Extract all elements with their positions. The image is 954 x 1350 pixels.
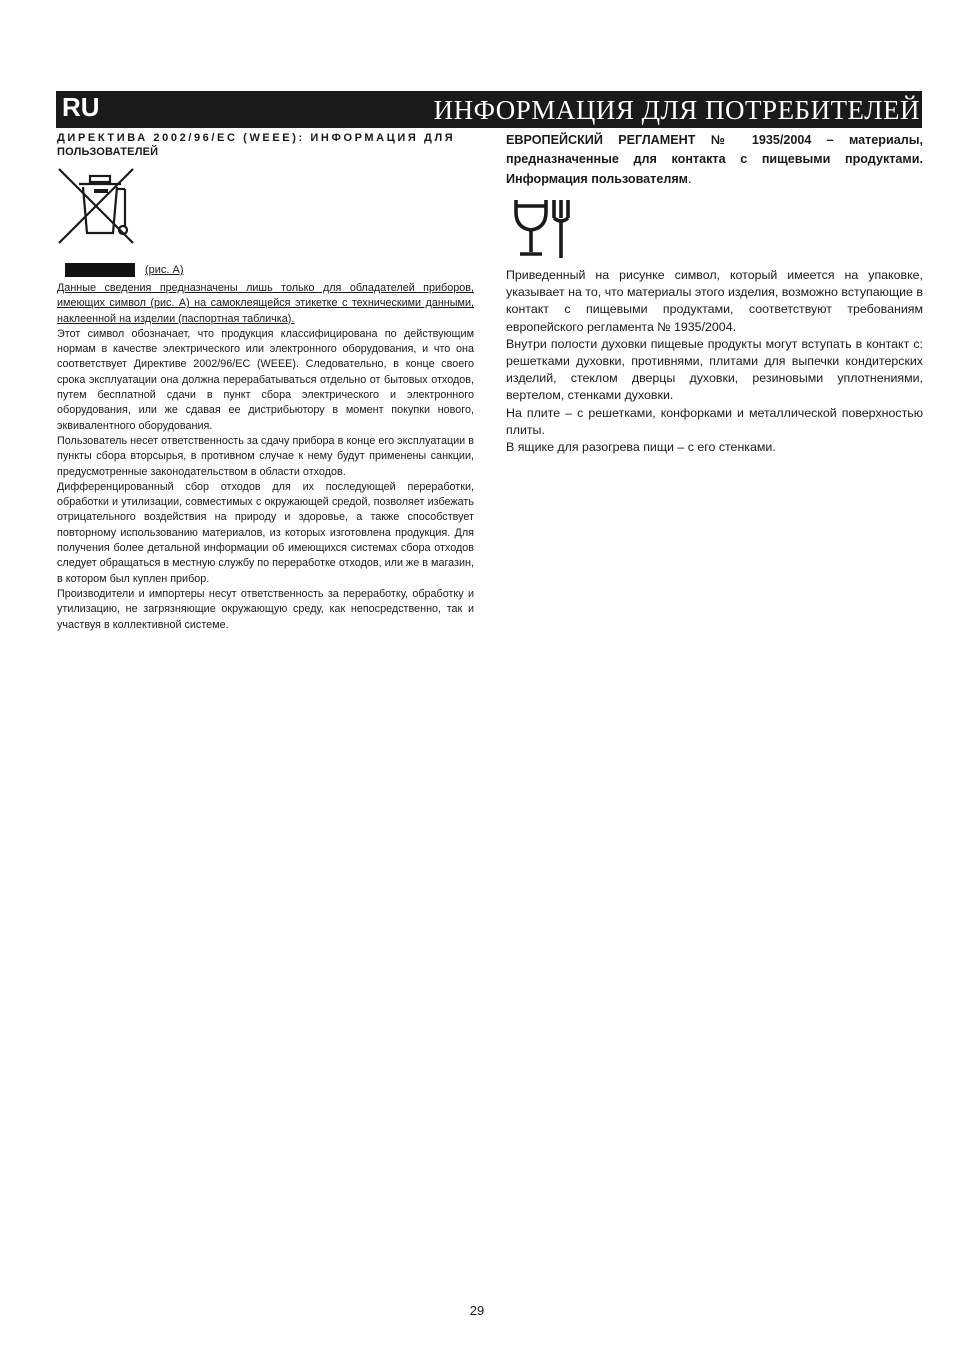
glass-and-fork-icon bbox=[512, 198, 572, 260]
figure-a-row bbox=[57, 261, 474, 277]
food-contact-paragraph-2: Внутри полости духовки пищевые продукты могут вступать в контакт с: решетками духовки, противнями, плитами для выпечки кондитерских изделий, стеклом дверцы духовки, резиновыми уплотнениями, вертелом, стенками духовки. bbox=[506, 336, 923, 403]
food-contact-heading-text: ЕВРОПЕЙСКИЙ РЕГЛАМЕНТ № 1935/2004 – материалы, предназначенные для контакта с пищевыми продуктами. Информация пользователям bbox=[506, 133, 923, 186]
page-title: ИНФОРМАЦИЯ ДЛЯ ПОТРЕБИТЕЛЕЙ bbox=[433, 95, 920, 125]
food-contact-paragraph-4: В ящике для разогрева пищи – с его стенками. bbox=[506, 439, 776, 454]
food-contact-heading-end: . bbox=[688, 171, 692, 186]
weee-paragraph-1: Этот символ обозначает, что продукция классифицирована по действующим нормам в качестве электрического или электронного оборудования, и что она соответствует Директиве 2002/96/ЕС (WEEE). Следовательно, в конце своего срока эксплуатации она должна перерабатываться отдельно от бытовых отходов, путем бесплатной сдачи в пункт сбора электрического и электронного оборудования, или же сдавая ее дистрибьютору в момент покупки нового, эквивалентного оборудования. bbox=[57, 327, 474, 432]
weee-heading-line2: ПОЛЬЗОВАТЕЛЕЙ bbox=[57, 146, 159, 158]
left-column bbox=[57, 131, 474, 633]
page-header-bar bbox=[56, 91, 922, 128]
weee-paragraph-3: Дифференцированный сбор отходов для их последующей переработки, обработки и утилизации, совместимых с окружающей средой, позволяет избежать отрицательного воздействия на природу и здоровье, а также способствует повторному использованию материалов, из которых изготовлена продукция. Для получения более детальной информации об имеющихся системах сбора отходов следует обращаться в местную службу по переработке отходов, или же в магазин, в котором был куплен прибор. bbox=[57, 480, 474, 585]
food-contact-paragraph-3: На плите – с решетками, конфорками и металлической поверхностью плиты. bbox=[506, 405, 923, 437]
weee-paragraph-2: Пользователь несет ответственность за сдачу прибора в конце его эксплуатации в пункты сбора вторсырья, в противном случае к нему будут применены санкции, предусмотренные законодательством в области отходов. bbox=[57, 434, 474, 478]
crossed-out-wheelie-bin-icon bbox=[57, 167, 137, 247]
food-contact-paragraph-1: Приведенный на рисунке символ, который имеется на упаковке, указывает на то, что материалы этого изделия, возможно вступающие в контакт с пищевыми продуктами, соответствуют требованиям европейского регламента № 1935/2004. bbox=[506, 267, 923, 334]
language-code: RU bbox=[62, 92, 100, 122]
weee-paragraph-4: Производители и импортеры несут ответственность за переработку, обработку и утилизацию, не загрязняющие окружающую среду, как непосредственно, так и участвуя в коллективной системе. bbox=[57, 587, 474, 631]
notice-paragraph: Данные сведения предназначены лишь только для обладателей приборов, имеющих символ (рис. А) на самоклеящейся этикетке с техническими данными, наклеенной на изделии (паспортная табличка). bbox=[57, 282, 474, 325]
page-number: 29 bbox=[469, 1303, 485, 1318]
weee-heading-line1: ДИРЕКТИВА 2002/96/ЕС (WEEE): ИНФОРМАЦИЯ ДЛЯ bbox=[57, 132, 456, 144]
right-column bbox=[506, 131, 923, 456]
black-bar-marker bbox=[65, 263, 135, 277]
food-contact-heading bbox=[506, 131, 923, 189]
figure-a-label: (рис. А) bbox=[145, 264, 184, 276]
weee-heading bbox=[57, 131, 474, 159]
